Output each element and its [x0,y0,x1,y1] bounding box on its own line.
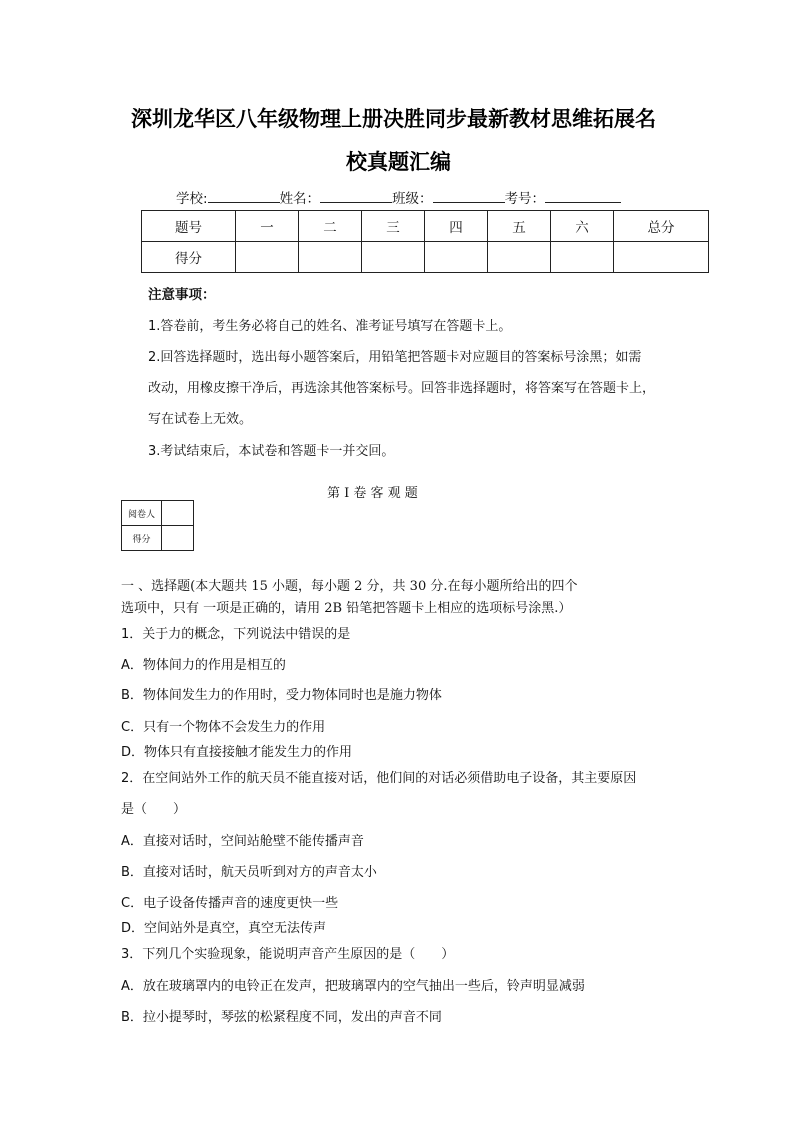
grader-score-label: 得分 [122,526,162,551]
header-cell: 六 [551,211,614,242]
class-blank[interactable] [433,188,505,203]
score-table-header-row [142,211,709,242]
class-label: 班级： [392,191,433,207]
question-2-line2: 是（ ） [121,802,187,817]
question-3-option-a: A．放在玻璃罩内的电铃正在发声，把玻璃罩内的空气抽出一些后，铃声明显减弱 [121,979,585,994]
question-3-option-b: B．拉小提琴时，琴弦的松紧程度不同，发出的声音不同 [121,1010,442,1025]
grader-row [122,501,194,526]
grader-score-cell[interactable] [162,526,194,551]
score-table-score-row [142,242,709,273]
school-blank[interactable] [208,188,280,203]
notes-item-1: 1.答卷前，考生务必将自己的姓名、准考证号填写在答题卡上。 [148,319,512,334]
question-1-option-c: C．只有一个物体不会发生力的作用 [121,720,326,735]
header-cell: 二 [299,211,362,242]
score-cell[interactable] [551,242,614,273]
part1-instruction-line1: 一 、选择题(本大题共 15 小题，每小题 2 分，共 30 分.在每小题所给出的四个 [121,579,578,594]
question-2-option-c: C．电子设备传播声音的速度更快一些 [121,896,339,911]
score-cell[interactable] [299,242,362,273]
grader-label: 阅卷人 [122,501,162,526]
notes-heading: 注意事项： [148,287,216,303]
score-cell[interactable] [488,242,551,273]
header-cell: 总分 [614,211,709,242]
page-title-line1: 深圳龙华区八年级物理上册决胜同步最新教材思维拓展名 [131,106,656,131]
grader-score-row [122,526,194,551]
section-title: 第 I 卷 客 观 题 [327,486,418,501]
question-1-option-d: D．物体只有直接接触才能发生力的作用 [121,745,353,760]
number-label: 考号： [504,191,546,207]
name-label: 姓名： [279,191,321,207]
question-3: 3．下列几个实验现象，能说明声音产生原因的是（ ） [121,947,455,962]
school-label: 学校: [176,191,208,207]
grader-table [121,500,194,551]
score-cell[interactable] [362,242,425,273]
notes-item-3: 3.考试结束后，本试卷和答题卡一并交回。 [148,444,395,459]
notes-item-2-line2: 改动，用橡皮擦干净后，再选涂其他答案标号。回答非选择题时，将答案写在答题卡上， [148,381,656,396]
name-blank[interactable] [320,188,392,203]
score-cell[interactable] [425,242,488,273]
score-table [141,210,709,273]
question-2-option-a: A．直接对话时，空间站舱壁不能传播声音 [121,834,364,849]
header-cell: 五 [488,211,551,242]
question-2-option-b: B．直接对话时，航天员听到对方的声音太小 [121,865,377,880]
grader-cell[interactable] [162,501,194,526]
question-2-option-d: D．空间站外是真空，真空无法传声 [121,921,327,936]
header-cell: 四 [425,211,488,242]
notes-item-2-line1: 2.回答选择题时，选出每小题答案后，用铅笔把答题卡对应题目的答案标号涂黑；如需 [148,350,642,365]
question-1-option-a: A．物体间力的作用是相互的 [121,658,286,673]
header-cell: 一 [236,211,299,242]
student-info-line [176,187,621,207]
header-cell: 三 [362,211,425,242]
score-cell[interactable] [236,242,299,273]
question-1: 1．关于力的概念，下列说法中错误的是 [121,627,351,642]
question-2-line1: 2．在空间站外工作的航天员不能直接对话，他们间的对话必须借助电子设备，其主要原因 [121,771,637,786]
notes-item-2-line3: 写在试卷上无效。 [148,412,253,427]
score-row-label: 得分 [142,242,236,273]
part1-instruction-line2: 选项中，只有 一项是正确的，请用 2B 铅笔把答题卡上相应的选项标号涂黑.） [121,601,572,616]
page-title-line2: 校真题汇编 [346,149,451,174]
score-cell[interactable] [614,242,709,273]
header-cell: 题号 [142,211,236,242]
question-1-option-b: B．物体间发生力的作用时，受力物体同时也是施力物体 [121,688,442,703]
number-blank[interactable] [545,188,621,203]
